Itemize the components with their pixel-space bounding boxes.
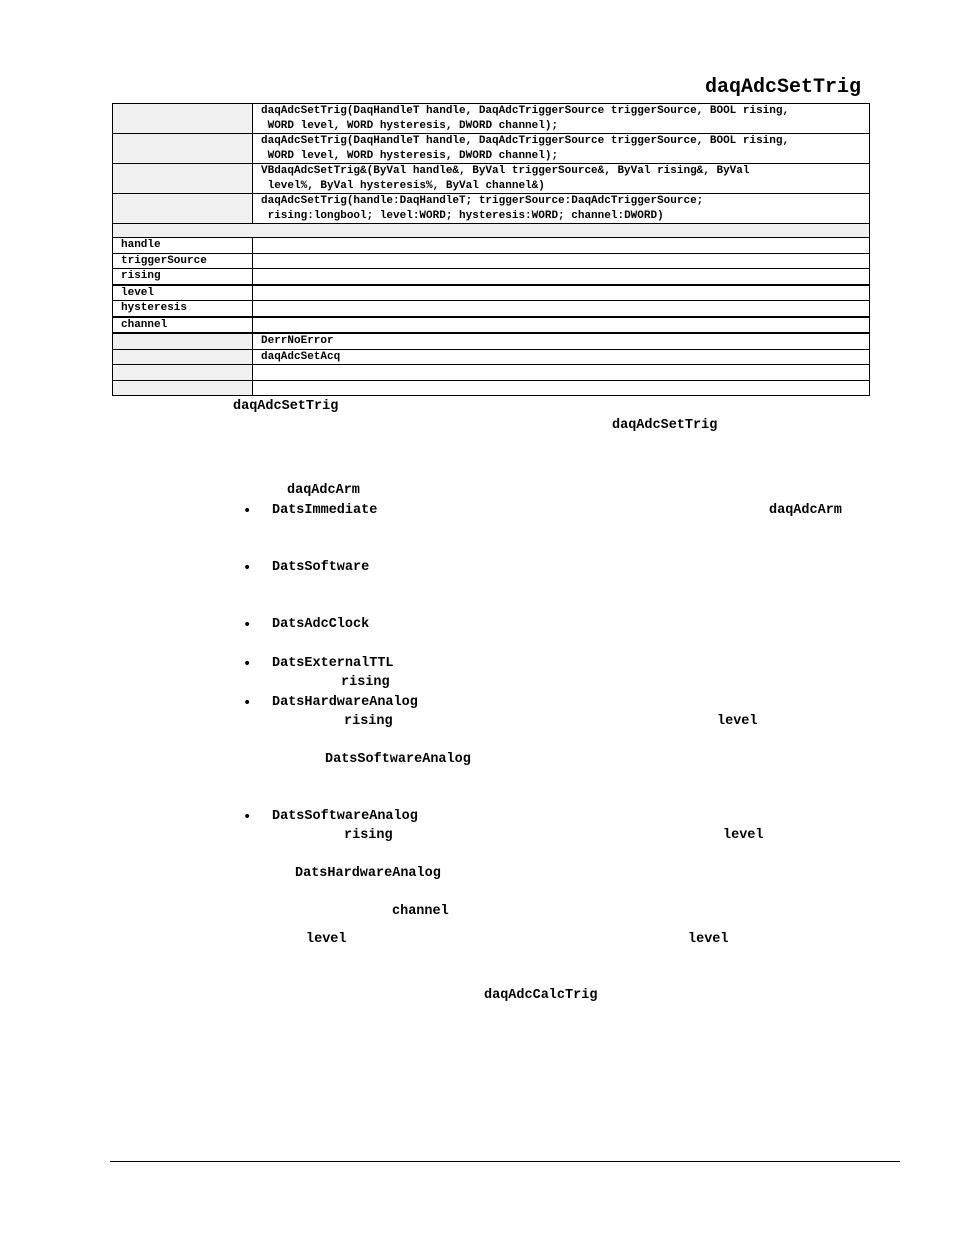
param-description <box>253 285 870 301</box>
hardware-analog-software-ref: DatsSoftwareAnalog <box>325 752 471 767</box>
intro-function-name-2: daqAdcSetTrig <box>612 418 718 433</box>
prototype-row-delphi <box>113 194 870 224</box>
param-row <box>113 285 870 301</box>
intro-function-name: daqAdcSetTrig <box>233 399 339 414</box>
prototype-vb: VBdaqAdcSetTrig&(ByVal handle&, ByVal triggerSource&, ByVal rising&, ByVal level%, ByVal hysteresis%, ByVal channel&) <box>253 164 870 194</box>
level-ref-2: level <box>688 932 729 947</box>
prototype-row-vb <box>113 164 870 194</box>
blank-row <box>113 365 870 381</box>
param-row <box>113 238 870 254</box>
bullet-marker: • <box>243 617 252 633</box>
see-also-label-cell <box>113 349 253 365</box>
see-also-value: daqAdcSetAcq <box>253 349 870 365</box>
param-description <box>253 238 870 254</box>
software-analog-hardware-ref: DatsHardwareAnalog <box>295 866 441 881</box>
param-name: handle <box>113 238 253 254</box>
param-description <box>253 317 870 334</box>
returns-value: DerrNoError <box>253 333 870 349</box>
trigger-hardware-analog: DatsHardwareAnalog <box>272 695 418 710</box>
blank-row <box>113 380 870 396</box>
trigger-adc-clock: DatsAdcClock <box>272 617 370 632</box>
hardware-analog-level-ref: level <box>717 714 758 729</box>
bullet-marker: • <box>243 656 252 672</box>
param-description <box>253 301 870 317</box>
see-also-row <box>113 349 870 365</box>
returns-row <box>113 333 870 349</box>
immediate-arm-ref: daqAdcArm <box>769 503 842 518</box>
software-analog-rising-ref: rising <box>344 828 393 843</box>
prototype-cpp: daqAdcSetTrig(DaqHandleT handle, DaqAdcTriggerSource triggerSource, BOOL rising, WORD level, WORD hysteresis, DWORD channel); <box>253 134 870 164</box>
prototype-row-c <box>113 104 870 134</box>
param-row <box>113 253 870 269</box>
prototype-label-cell <box>113 194 253 224</box>
blank-value-cell <box>253 365 870 381</box>
prototype-label-cell <box>113 104 253 134</box>
blank-label-cell <box>113 380 253 396</box>
parameters-header-cell <box>113 224 870 238</box>
trigger-software: DatsSoftware <box>272 560 370 575</box>
returns-label-cell <box>113 333 253 349</box>
param-name: level <box>113 285 253 301</box>
param-row <box>113 269 870 285</box>
param-name: rising <box>113 269 253 285</box>
param-description <box>253 253 870 269</box>
software-analog-level-ref: level <box>723 828 764 843</box>
blank-value-cell <box>253 380 870 396</box>
function-reference-table <box>112 103 870 396</box>
arm-function-ref: daqAdcArm <box>287 483 360 498</box>
prototype-delphi: daqAdcSetTrig(handle:DaqHandleT; triggerSource:DaqAdcTriggerSource; rising:longbool; level:WORD; hysteresis:WORD; channel:DWORD) <box>253 194 870 224</box>
blank-label-cell <box>113 365 253 381</box>
level-ref: level <box>306 932 347 947</box>
param-row <box>113 317 870 334</box>
trigger-immediate: DatsImmediate <box>272 503 378 518</box>
prototype-c: daqAdcSetTrig(DaqHandleT handle, DaqAdcTriggerSource triggerSource, BOOL rising, WORD level, WORD hysteresis, DWORD channel); <box>253 104 870 134</box>
trigger-external-ttl: DatsExternalTTL <box>272 656 394 671</box>
hardware-analog-rising-ref: rising <box>344 714 393 729</box>
external-ttl-rising-ref: rising <box>341 675 390 690</box>
param-row <box>113 301 870 317</box>
calc-trig-ref: daqAdcCalcTrig <box>484 988 598 1003</box>
footer-rule <box>110 1161 900 1162</box>
page-title: daqAdcSetTrig <box>704 76 861 99</box>
bullet-marker: • <box>243 695 252 711</box>
prototype-row-cpp <box>113 134 870 164</box>
bullet-marker: • <box>243 809 252 825</box>
param-name: channel <box>113 317 253 334</box>
prototype-label-cell <box>113 164 253 194</box>
param-description <box>253 269 870 285</box>
parameters-header-row <box>113 224 870 238</box>
prototype-label-cell <box>113 134 253 164</box>
trigger-software-analog: DatsSoftwareAnalog <box>272 809 418 824</box>
param-name: triggerSource <box>113 253 253 269</box>
param-name: hysteresis <box>113 301 253 317</box>
bullet-marker: • <box>243 503 252 519</box>
channel-ref: channel <box>392 904 449 919</box>
bullet-marker: • <box>243 560 252 576</box>
